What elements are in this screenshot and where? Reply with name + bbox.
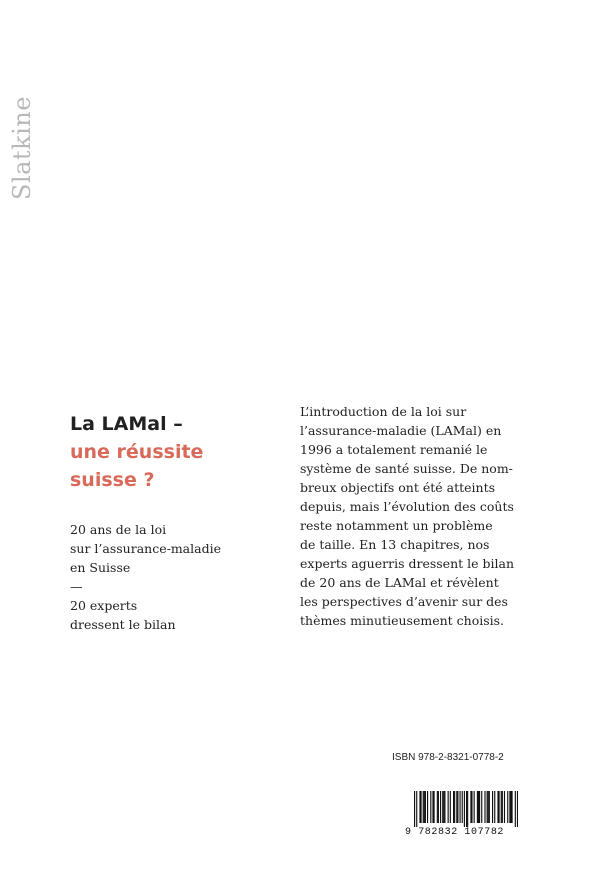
barcode-bar: [438, 791, 439, 823]
barcode-bar: [421, 791, 422, 823]
blurb-line: breux objectifs ont été atteints: [300, 480, 496, 495]
barcode-bar: [492, 791, 493, 823]
barcode-bar: [509, 791, 510, 823]
subtitle-divider: —: [70, 579, 83, 594]
barcode-bar: [502, 791, 503, 823]
barcode-bar: [474, 791, 475, 823]
subtitle-line: en Suisse: [70, 560, 131, 575]
barcode-bar: [462, 791, 463, 823]
subtitle-line: 20 experts: [70, 598, 138, 613]
title-line-1: La LAMal –: [70, 413, 183, 435]
book-blurb: [300, 402, 514, 630]
blurb-line: l’assurance-maladie (LAMal) en: [300, 423, 502, 438]
subtitle-line: dressent le bilan: [70, 617, 176, 632]
barcode-bar: [460, 791, 461, 823]
barcode-bar: [450, 791, 451, 823]
barcode-bar: [416, 791, 417, 827]
barcode-digits: 9 782832 107782: [405, 827, 505, 838]
barcode-bar: [470, 791, 471, 823]
barcode-bar: [440, 791, 441, 823]
barcode-bar: [427, 791, 428, 823]
barcode-bar: [512, 791, 513, 823]
blurb-line: les perspectives d’avenir sur des: [300, 594, 508, 609]
barcode-bar: [471, 791, 472, 823]
isbn-label: ISBN 978-2-8321-0778-2: [392, 752, 504, 763]
blurb-line: L’introduction de la loi sur: [300, 404, 467, 419]
barcode-bar: [414, 791, 415, 827]
barcode-bar: [507, 791, 508, 823]
barcode-bar: [467, 791, 468, 827]
blurb-line: de taille. En 13 chapitres, nos: [300, 537, 490, 552]
barcode-bar: [510, 791, 511, 823]
blurb-line: de 20 ans de LAMal et révèlent: [300, 575, 499, 590]
book-title: [70, 410, 203, 494]
barcode-bar: [430, 791, 431, 823]
barcode-bar: [454, 791, 455, 823]
blurb-line: système de santé suisse. De nom-: [300, 461, 513, 476]
blurb-line: depuis, mais l’évolution des coûts: [300, 499, 514, 514]
barcode-bar: [466, 791, 467, 827]
title-line-3: suisse ?: [70, 469, 155, 491]
barcode-bar: [478, 791, 479, 823]
blurb-line: 1996 a totalement remanié le: [300, 442, 488, 457]
barcode-bar: [477, 791, 478, 823]
barcode-bar: [457, 791, 458, 823]
barcode-bar: [443, 791, 444, 823]
barcode-bar: [487, 791, 488, 823]
subtitle-line: 20 ans de la loi: [70, 522, 167, 537]
subtitle-line: sur l’assurance-maladie: [70, 541, 221, 556]
blurb-line: reste notamment un problème: [300, 518, 493, 533]
barcode-bar: [424, 791, 425, 823]
barcode-bar: [517, 791, 518, 827]
barcode-bar: [434, 791, 435, 823]
barcode-bar: [489, 791, 490, 823]
barcode-bar: [464, 791, 465, 827]
blurb-line: experts aguerris dressent le bilan: [300, 556, 514, 571]
book-subtitle: [70, 520, 221, 634]
barcode-bar: [419, 791, 420, 823]
barcode-bar: [497, 791, 498, 823]
barcode-bar: [453, 791, 454, 823]
barcode-bar: [425, 791, 426, 823]
barcode: [405, 791, 525, 845]
blurb-line: thèmes minutieusement choisis.: [300, 613, 505, 628]
barcode-bar: [448, 791, 449, 823]
title-line-2: une réussite: [70, 441, 204, 463]
barcode-bar: [484, 791, 485, 823]
barcode-bar: [515, 791, 516, 827]
barcode-bar: [423, 791, 424, 823]
barcode-bar: [437, 791, 438, 823]
barcode-bar: [488, 791, 489, 823]
barcode-bar: [456, 791, 457, 823]
barcode-bar: [432, 791, 433, 823]
barcode-bar: [501, 791, 502, 823]
barcode-bar: [444, 791, 445, 823]
barcode-bar: [499, 791, 500, 823]
barcode-bars: [414, 791, 518, 827]
barcode-bar: [504, 791, 505, 823]
barcode-bar: [479, 791, 480, 823]
publisher-logo: Slatkine: [8, 96, 36, 200]
barcode-bar: [442, 791, 443, 823]
barcode-bar: [494, 791, 495, 823]
barcode-bar: [481, 791, 482, 823]
